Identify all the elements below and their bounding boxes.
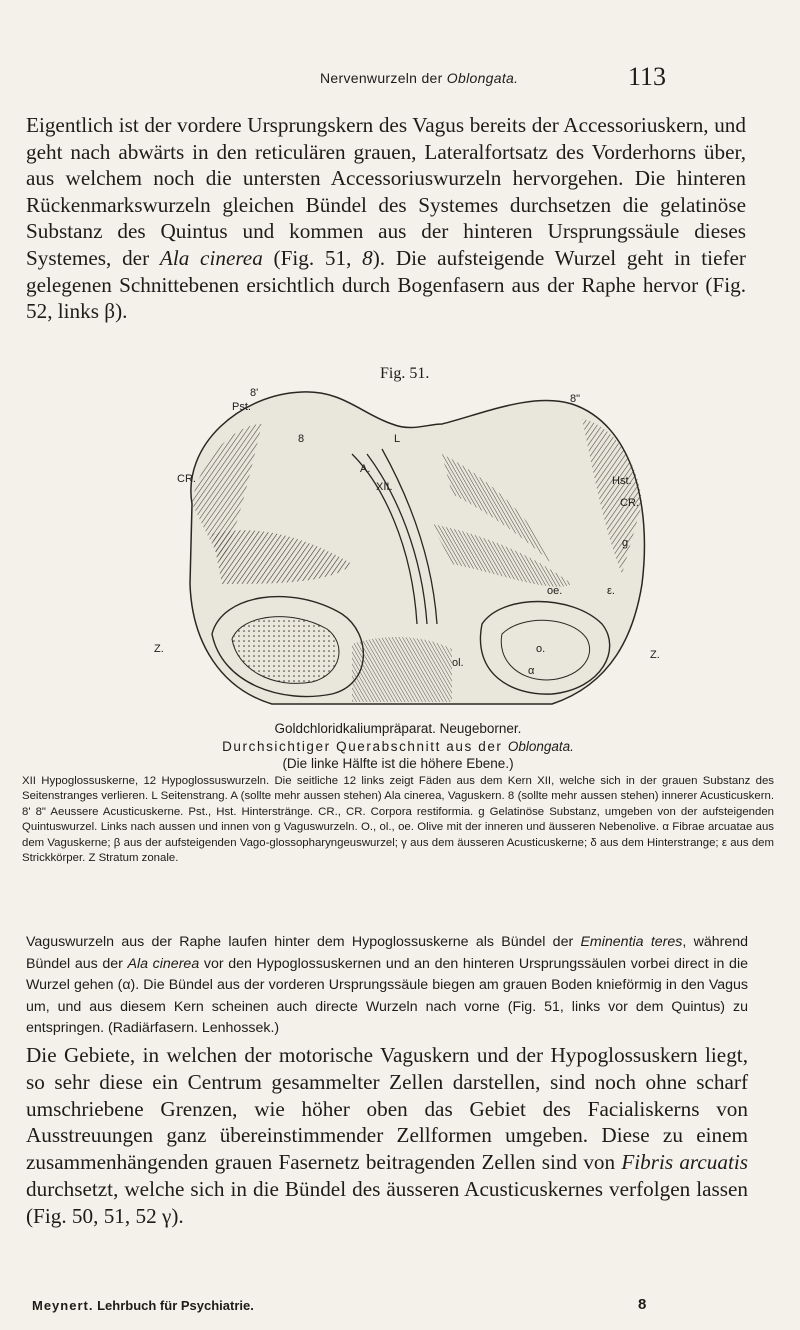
paragraph-1-text-a: Eigentlich ist der vordere Ursprungskern des Vagus bereits der Accessoriuskern, und geht nach abwärts in den reticulären grauen, Lateralfortsatz des Vorderhorns über, aus welchem noch die untersten Accessoriuswurzeln hervorgehen. Die hinteren Rückenmarkswurzeln gleichen Bündel des Systemes durchsetzen die gelatinöse Substanz des Quintus und kommen aus der hinteren Ursprungssäule dieses Systemes, der: [26, 113, 746, 270]
label-eight: 8: [298, 433, 305, 445]
label-eight-dprime: 8": [570, 393, 581, 405]
page-footer: [32, 1298, 732, 1318]
footer-signature: 8: [638, 1296, 647, 1313]
label-pst: Pst.: [232, 401, 251, 413]
paragraph-2-text-a: Vaguswurzeln aus der Raphe laufen hinter dem Hypoglossuskerne als Bündel der: [26, 934, 581, 950]
label-ol: ol.: [452, 657, 464, 669]
footer-book-title: Lehrbuch für Psychiatrie.: [97, 1298, 254, 1313]
figure-label: Fig. 51.: [380, 365, 430, 382]
paragraph-2-text-b: , während Bündel aus der: [26, 934, 749, 972]
running-head-italic: Oblongata.: [446, 70, 519, 86]
paragraph-2-italic: Eminentia teres: [580, 934, 683, 950]
paragraph-2-italic-2: Ala cinerea: [127, 955, 200, 972]
page-number: 113: [628, 62, 667, 91]
caption-line-1: Goldchloridkaliumpräparat. Neugeborner.: [274, 721, 522, 736]
label-hst: Hst.: [612, 475, 632, 487]
paragraph-2: [26, 932, 748, 1040]
label-oe: oe.: [547, 585, 563, 597]
label-l: L: [394, 433, 401, 445]
label-cr-right: CR.: [620, 497, 639, 509]
oblongata-cross-section-illustration: [152, 384, 682, 714]
paragraph-1-text-c: ). Die aufsteigende Wurzel geht in tiefer gelegenen Schnittebenen ersichtlich durch Bogenfasern aus der Raphe hervor (Fig. 52, links β).: [26, 245, 746, 324]
label-o: o.: [536, 643, 546, 655]
paragraph-1-italic: Ala cinerea: [159, 245, 263, 270]
paragraph-3-text-a: Die Gebiete, in welchen der motorische Vaguskern und der Hypoglossuskern liegt, so sehr diese ein Centrum gesammelter Zellen darstellen, sind noch ohne scharf umschriebene Grenzen, wie höher oben das Gebiet des Facialiskerns von Ausstreuungen ganz übereinstimmender Zellformen umgeben. Diese zu einem zusammenhängenden grauen Fasernetz beitragenden Zellen sind von: [26, 1043, 748, 1175]
label-z-left: Z.: [154, 643, 164, 655]
figure-caption: [22, 720, 774, 867]
caption-line-2-spaced: Durchsichtiger Querabschnitt aus der: [222, 738, 508, 754]
paragraph-1-italic-2: 8: [362, 245, 373, 270]
paragraph-1: [26, 112, 746, 325]
footer-author: Meynert.: [32, 1298, 94, 1313]
label-cr-left: CR.: [177, 473, 196, 485]
pyramid-region: [352, 637, 452, 702]
label-epsilon: ε.: [607, 585, 615, 597]
caption-line-3: (Die linke Hälfte ist die höhere Ebene.): [282, 756, 514, 771]
label-g: g: [622, 537, 629, 549]
label-s-prime: 8': [250, 387, 259, 399]
caption-legend: XII Hypoglossuskerne, 12 Hypoglossuswurzeln. Die seitliche 12 links zeigt Fäden aus dem Kern XII, welche sich in der grauen Substanz des Seitenstranges verlieren. L Seitenstrang. A (sollte mehr aussen stehen) Ala cinerea, Vaguskern. 8 (sollte mehr aussen stehen) innerer Acusticuskern. 8' 8" Aeussere Acusticuskerne. Pst., Hst. Hinterstränge. CR., CR. Corpora restiformia. g Gelatinöse Substanz, umgeben von der aufsteigenden Quintuswurzel. Links nach aussen und innen von g Vaguswurzeln. O., ol., oe. Olive mit der inneren und äusseren Nebenolive. α Fibrae arcuatae aus dem Vaguskerne; β aus der aufsteigenden Vago-glossopharyngeuswurzel; γ aus dem äusseren Acusticuskerne; δ aus dem Hinterstrange; ε aus dem Strickkörper. Z Stratum zonale.: [22, 774, 774, 865]
paragraph-2-text-c: vor den Hypoglossuskernen und an den hinteren Ursprungssäulen vorbei direct in die Wurzel gehen (α). Die Bündel aus der vorderen Ursprungssäule biegen am grauen Boden knieförmig in den Vagus um, und aus diesem Kern scheinen auch directe Wurzeln nach vorne (Fig. 51, links vor dem Quintus) zu entspringen. (Radiärfasern. Lenhossek.): [26, 955, 748, 1037]
running-head-prefix: Nervenwurzeln der: [320, 70, 447, 86]
caption-line-2-italic: Oblongata.: [507, 738, 574, 754]
label-a: A.: [360, 463, 371, 475]
paragraph-3-italic: Fibris arcuatis: [621, 1150, 749, 1175]
running-head: [320, 70, 518, 86]
paragraph-1-text-b: (Fig. 51,: [262, 245, 363, 270]
label-z-right: Z.: [650, 649, 660, 661]
paragraph-3: [26, 1042, 748, 1230]
page-header: [0, 62, 800, 102]
caption-line-2: [22, 738, 774, 756]
paragraph-3-text-b: durchsetzt, welche sich in die Bündel des äusseren Acusticuskernes verfolgen lassen (Fig. 50, 51, 52 γ).: [26, 1176, 748, 1228]
figure-51: [152, 384, 682, 714]
label-xii: XII.: [376, 481, 393, 493]
label-alpha: α: [528, 665, 535, 677]
